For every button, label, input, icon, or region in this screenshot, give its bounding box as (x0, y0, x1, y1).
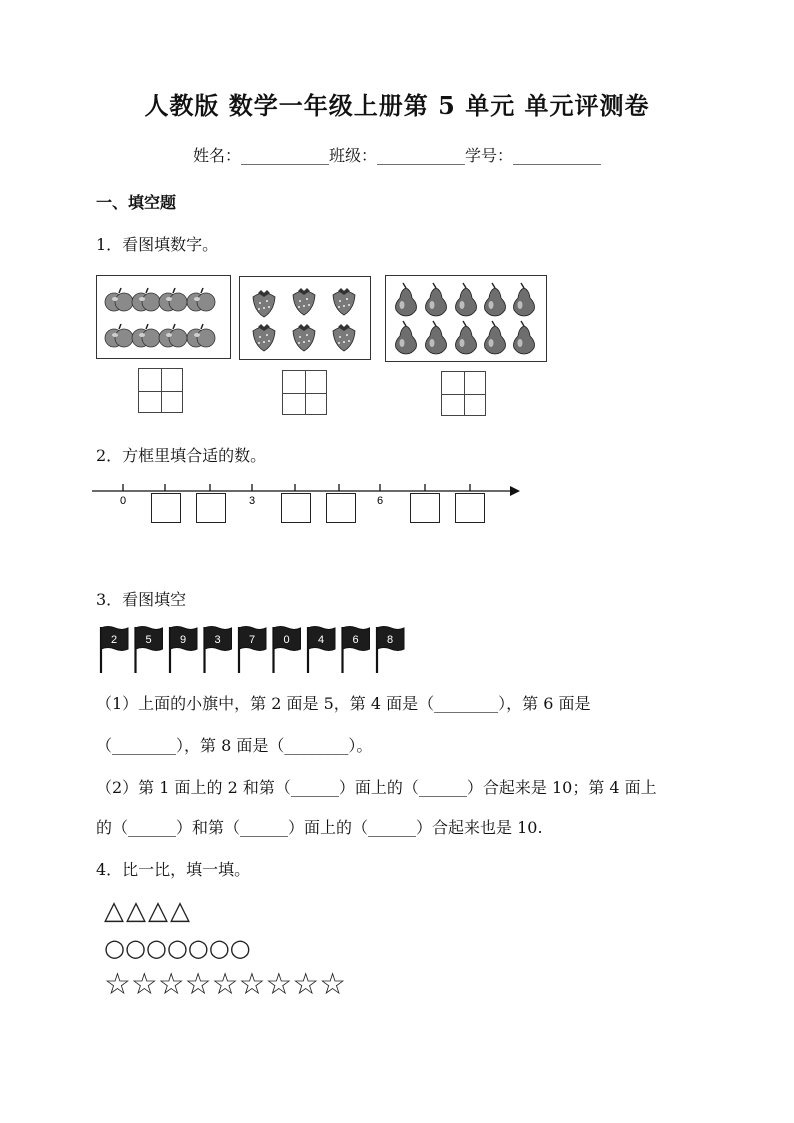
pear-icon (456, 321, 477, 354)
flag-number: 8 (386, 634, 394, 646)
flag-6 (274, 627, 301, 674)
number-box-7[interactable] (410, 493, 440, 523)
pear-icon (426, 283, 447, 316)
q3-text-line-4: 的（______）和第（______）面上的（______）合起来也是 10. (96, 818, 543, 837)
apple-group (97, 276, 230, 358)
pear-picture-box (385, 275, 547, 362)
flag-1 (101, 627, 128, 674)
question-3-label: 3．看图填空 (96, 590, 187, 609)
flag-number: 3 (214, 634, 221, 646)
section-heading: 一、填空题 (96, 193, 177, 212)
arrow-head-icon (510, 486, 520, 496)
flag-8 (343, 627, 370, 674)
flag-5 (239, 627, 266, 674)
answer-grid-pears[interactable] (441, 371, 486, 416)
strawberry-icon (293, 324, 315, 351)
apple-icon (159, 288, 187, 311)
apple-icon (105, 324, 133, 347)
flag-number: 4 (317, 634, 325, 646)
answer-grid-apples[interactable] (138, 368, 183, 413)
apple-icon (159, 324, 187, 347)
answer-grid-strawberries[interactable] (282, 370, 327, 415)
flag-number: 5 (145, 634, 152, 646)
strawberry-icon (253, 290, 275, 317)
strawberry-picture-box (239, 276, 371, 360)
flag-7 (308, 627, 335, 674)
flag-2 (136, 627, 163, 674)
apple-icon (132, 288, 160, 311)
pear-icon (396, 283, 417, 316)
apple-icon (105, 288, 133, 311)
pear-icon (456, 283, 477, 316)
circle-row: ○○○○○○○ (104, 934, 251, 962)
number-box-8[interactable] (455, 493, 485, 523)
pear-icon (485, 283, 506, 316)
tick-label-3: 3 (249, 495, 256, 507)
flag-number: 7 (248, 634, 256, 646)
number-box-5[interactable] (326, 493, 356, 523)
strawberry-icon (253, 324, 275, 351)
triangle-row: △△△△ (104, 896, 192, 926)
flag-3 (170, 627, 197, 674)
flag-9 (377, 627, 404, 674)
strawberry-group (240, 277, 370, 359)
star-row: ☆☆☆☆☆☆☆☆☆ (104, 967, 347, 1002)
strawberry-icon (333, 288, 355, 315)
apple-icon (187, 324, 215, 347)
flag-number: 9 (179, 634, 187, 646)
q3-text-line-3: （2）第 1 面上的 2 和第（______）面上的（______）合起来是 10；第 4 面上 (96, 778, 657, 797)
number-box-4[interactable] (281, 493, 311, 523)
student-info-line: 姓名：___________班级：___________学号：___________ (192, 146, 601, 165)
flag-4 (205, 627, 232, 674)
flag-number: 2 (110, 634, 118, 646)
apple-icon (187, 288, 215, 311)
question-1-label: 1．看图填数字。 (96, 235, 219, 254)
q3-text-line-1: （1）上面的小旗中，第 2 面是 5，第 4 面是（________），第 6 面是 (96, 694, 591, 713)
flag-row (98, 625, 408, 675)
pear-icon (514, 283, 535, 316)
apple-icon (132, 324, 160, 347)
pear-icon (485, 321, 506, 354)
pear-group (386, 276, 546, 361)
pear-icon (396, 321, 417, 354)
flag-number: 6 (352, 634, 359, 646)
apple-picture-box (96, 275, 231, 359)
tick-label-0: 0 (120, 495, 127, 507)
page-title: 人教版 数学一年级上册第 5 单元 单元评测卷 (144, 91, 650, 120)
pear-icon (514, 321, 535, 354)
question-4-label: 4．比一比，填一填。 (96, 860, 251, 879)
number-box-1[interactable] (151, 493, 181, 523)
strawberry-icon (293, 288, 315, 315)
q3-text-line-2: （________），第 8 面是（________）。 (96, 736, 373, 755)
question-2-label: 2．方框里填合适的数。 (96, 446, 267, 465)
flag-number: 0 (283, 634, 290, 646)
number-box-2[interactable] (196, 493, 226, 523)
tick-label-6: 6 (377, 495, 384, 507)
strawberry-icon (333, 324, 355, 351)
pear-icon (426, 321, 447, 354)
